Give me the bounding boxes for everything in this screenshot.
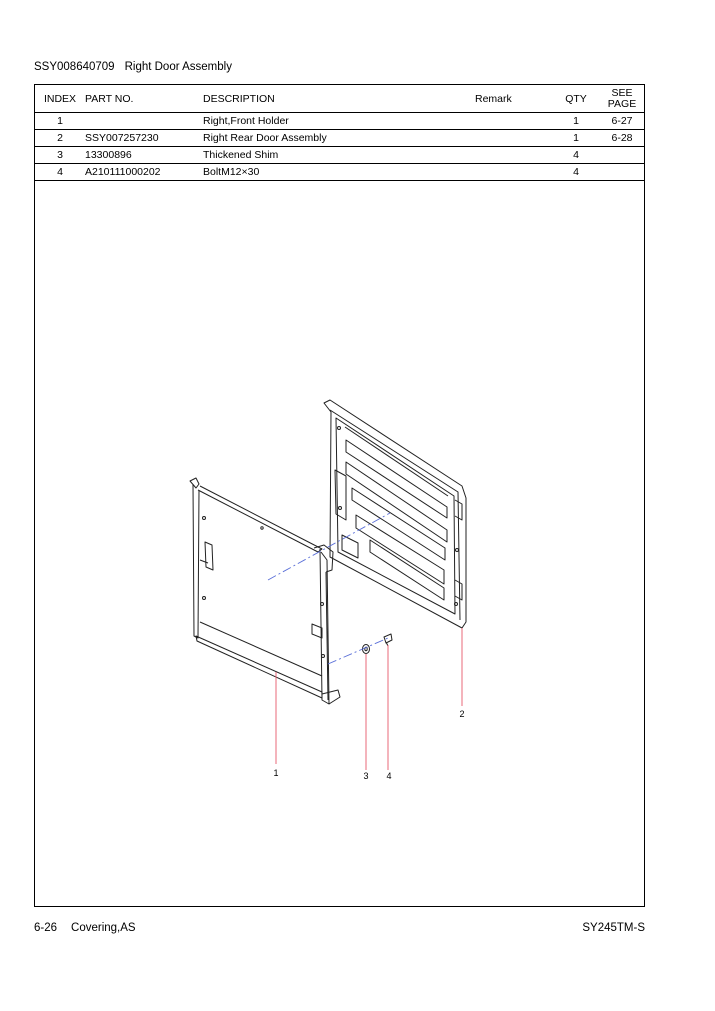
front-holder-drawing <box>190 478 340 704</box>
cell-qty: 1 <box>552 113 600 130</box>
model-name: SY245TM-S <box>582 922 645 934</box>
page-number: 6-26 <box>34 922 58 934</box>
section-name: Covering,AS <box>71 922 136 934</box>
cell-index: 3 <box>35 147 85 164</box>
bolt-drawing <box>384 634 392 646</box>
cell-part-no: SSY007257230 <box>85 130 203 147</box>
assembly-title: Right Door Assembly <box>124 61 232 73</box>
cell-part-no: A210111000202 <box>85 164 203 181</box>
cell-see-page[interactable]: 6-28 <box>600 130 644 147</box>
cell-qty: 4 <box>552 147 600 164</box>
header-part-no: PART NO. <box>85 85 203 113</box>
cell-part-no: 13300896 <box>85 147 203 164</box>
header-index: INDEX <box>35 85 85 113</box>
cell-description: Thickened Shim <box>203 147 475 164</box>
cell-index: 2 <box>35 130 85 147</box>
rear-door-drawing <box>324 400 466 628</box>
cell-qty: 1 <box>552 130 600 147</box>
callout-2[interactable]: 2 <box>459 709 465 719</box>
cell-description: Right Rear Door Assembly <box>203 130 475 147</box>
header-page: PAGE <box>607 97 637 110</box>
cell-description: BoltM12×30 <box>203 164 475 181</box>
cell-see-page[interactable]: 6-27 <box>600 113 644 130</box>
cell-qty: 4 <box>552 164 600 181</box>
header-see: SEE <box>611 86 633 99</box>
footer-left <box>34 922 136 934</box>
callout-4[interactable]: 4 <box>386 771 392 781</box>
assembly-code: SSY008640709 <box>34 61 115 73</box>
header-qty: QTY <box>552 85 600 113</box>
cell-index: 4 <box>35 164 85 181</box>
header-remark: Remark <box>475 85 552 113</box>
header-description: DESCRIPTION <box>203 85 475 113</box>
callout-3[interactable]: 3 <box>363 771 369 781</box>
cell-index: 1 <box>35 113 85 130</box>
cell-description: Right,Front Holder <box>203 113 475 130</box>
callout-1[interactable]: 1 <box>273 768 279 778</box>
